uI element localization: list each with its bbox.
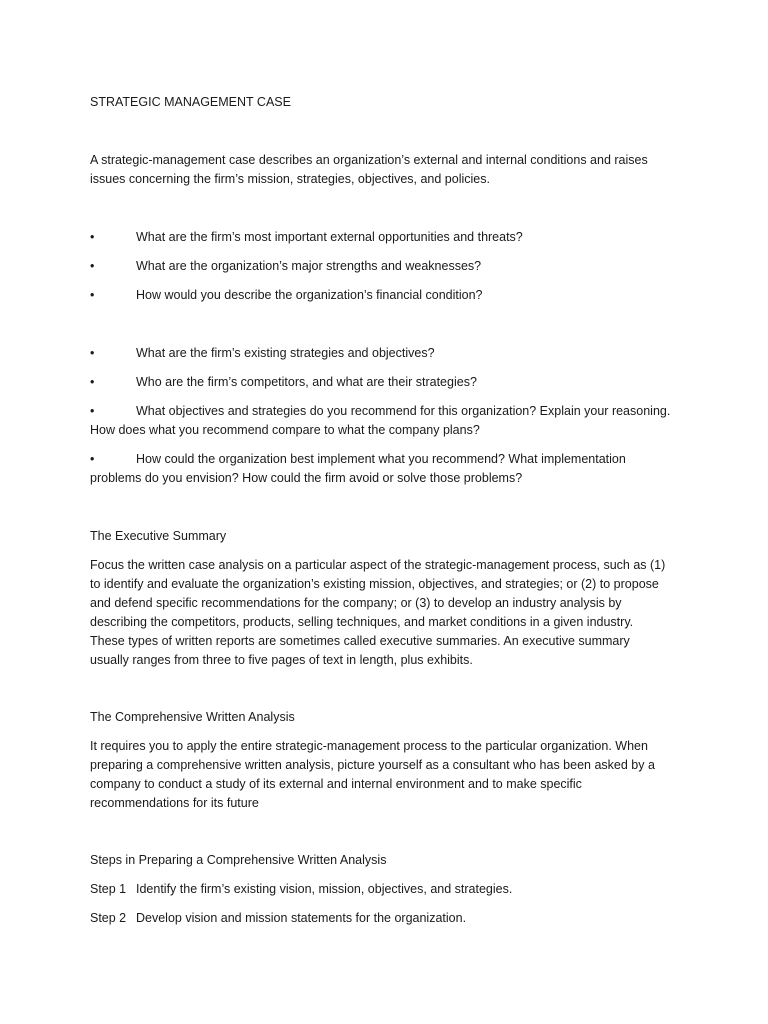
question-item-long-first: What objectives and strategies do you recommend for this organization? Explain your reasoning. (136, 404, 671, 418)
comprehensive-analysis-heading: The Comprehensive Written Analysis (90, 710, 295, 724)
executive-summary-line: These types of written reports are sometimes called executive summaries. An executive summary (90, 634, 630, 648)
executive-summary-line: and defend specific recommendations for the company; or (3) to develop an industry analysis by (90, 596, 622, 610)
document-title: STRATEGIC MANAGEMENT CASE (90, 95, 291, 109)
question-item: Who are the firm’s competitors, and what are their strategies? (136, 375, 477, 389)
steps-heading: Steps in Preparing a Comprehensive Written Analysis (90, 853, 387, 867)
bullet-symbol: • (90, 230, 95, 244)
comprehensive-analysis-line: company to conduct a study of its external and internal environment and to make specific (90, 777, 582, 791)
bullet-symbol: • (90, 452, 95, 466)
bullet-symbol: • (90, 375, 95, 389)
bullet-symbol: • (90, 404, 95, 418)
executive-summary-line: to identify and evaluate the organization’s existing mission, objectives, and strategies; or (2) to propose (90, 577, 659, 591)
bullet-symbol: • (90, 346, 95, 360)
comprehensive-analysis-line: preparing a comprehensive written analysis, picture yourself as a consultant who has been asked by a (90, 758, 655, 772)
step-text: Identify the firm’s existing vision, mission, objectives, and strategies. (136, 882, 513, 896)
step-label: Step 2 (90, 911, 127, 925)
question-item: How would you describe the organization’s financial condition? (136, 288, 483, 302)
comprehensive-analysis-line: recommendations for its future (90, 796, 259, 810)
question-item: What are the firm’s existing strategies and objectives? (136, 346, 435, 360)
intro-line-1: A strategic-management case describes an organization’s external and internal conditions and raises (90, 153, 648, 167)
step-label: Step 1 (90, 882, 127, 896)
executive-summary-line: describing the competitors, products, selling techniques, and market conditions in a given industry. (90, 615, 634, 629)
question-item-long-continuation: problems do you envision? How could the firm avoid or solve those problems? (90, 471, 523, 485)
question-item-long-continuation: How does what you recommend compare to what the company plans? (90, 423, 480, 437)
question-item: What are the firm’s most important external opportunities and threats? (136, 230, 523, 244)
question-item-long-first: How could the organization best implement what you recommend? What implementation (136, 452, 626, 466)
intro-line-2: issues concerning the firm’s mission, strategies, objectives, and policies. (90, 172, 490, 186)
bullet-symbol: • (90, 259, 95, 273)
question-item: What are the organization’s major strengths and weaknesses? (136, 259, 482, 273)
executive-summary-line: usually ranges from three to five pages of text in length, plus exhibits. (90, 653, 473, 667)
executive-summary-line: Focus the written case analysis on a particular aspect of the strategic-management process, such as (1) (90, 558, 666, 572)
comprehensive-analysis-line: It requires you to apply the entire strategic-management process to the particular organization. When (90, 739, 648, 753)
bullet-symbol: • (90, 288, 95, 302)
executive-summary-heading: The Executive Summary (90, 529, 227, 543)
step-text: Develop vision and mission statements for the organization. (136, 911, 467, 925)
